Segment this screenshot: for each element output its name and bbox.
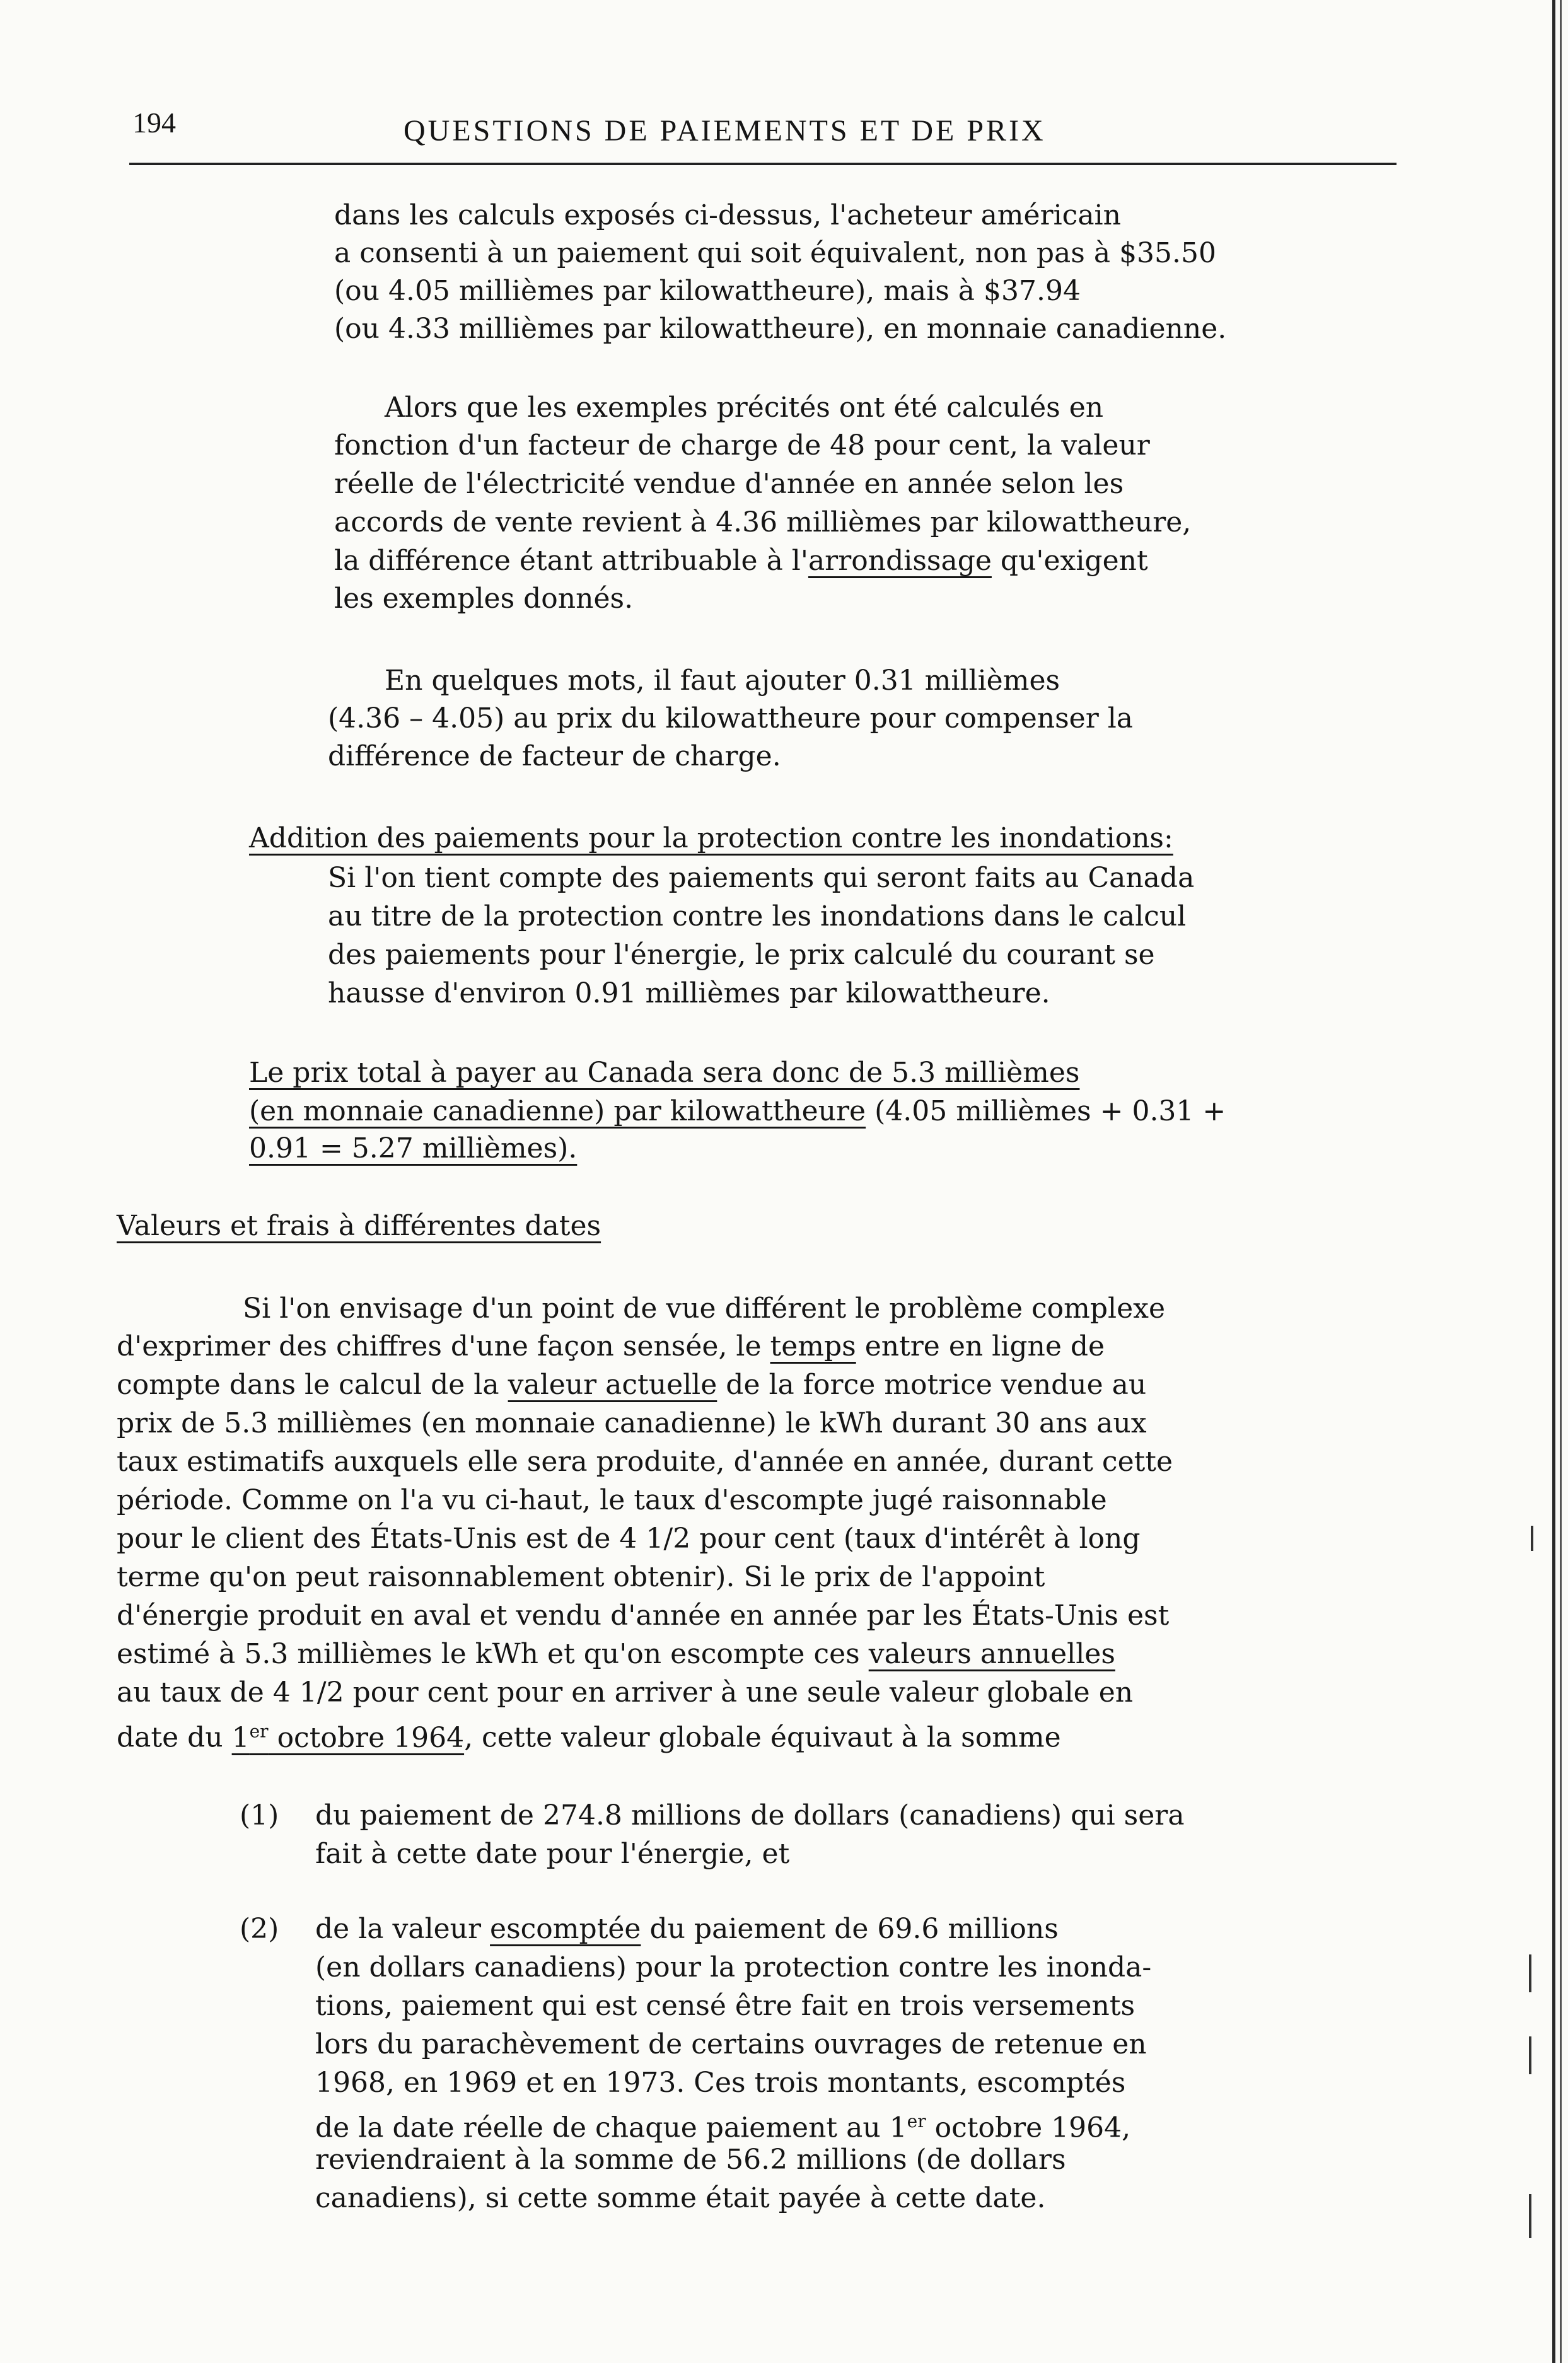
underlined-term: valeur actuelle (508, 1369, 717, 1401)
scan-edge-mark (1531, 1526, 1533, 1551)
list-item-number: (1) (240, 1799, 279, 1832)
text-line: de la date réelle de chaque paiement au 1er octobre 1964, (315, 2111, 1131, 2144)
text-line: (en dollars canadiens) pour la protection contre les inonda- (315, 1951, 1152, 1983)
text-line: pour le client des États-Unis est de 4 1/2 pour cent (taux d'intérêt à long (117, 1523, 1141, 1555)
scan-edge-mark (1529, 2194, 1531, 2238)
text-line: tions, paiement qui est censé être fait en trois versements (315, 1990, 1135, 2022)
underlined-date: 1er octobre 1964 (231, 1721, 465, 1754)
text-line: des paiements pour l'énergie, le prix calculé du courant se (328, 939, 1155, 971)
text-line: au taux de 4 1/2 pour cent pour en arriver à une seule valeur globale en (117, 1676, 1134, 1709)
underlined-term: valeurs annuelles (868, 1638, 1115, 1670)
page-number: 194 (132, 107, 176, 139)
text-line: prix de 5.3 millièmes (en monnaie canadienne) le kWh durant 30 ans aux (117, 1407, 1147, 1439)
text-line: Si l'on tient compte des paiements qui seront faits au Canada (328, 862, 1195, 894)
text-line: réelle de l'électricité vendue d'année en année selon les (334, 468, 1124, 500)
text-line: la différence étant attribuable à l'arrondissage qu'exigent (334, 545, 1148, 577)
text-line: date du 1er octobre 1964, cette valeur globale équivaut à la somme (117, 1721, 1061, 1754)
text-line: canadiens), si cette somme était payée à cette date. (315, 2182, 1046, 2214)
underlined-term: arrondissage (808, 545, 992, 577)
text-line: au titre de la protection contre les inondations dans le calcul (328, 900, 1187, 932)
text-line: (ou 4.33 millièmes par kilowattheure), en monnaie canadienne. (334, 313, 1227, 345)
text-line: compte dans le calcul de la valeur actuelle de la force motrice vendue au (117, 1369, 1147, 1401)
text-line: Alors que les exemples précités ont été calculés en (385, 392, 1104, 424)
text-line: fait à cette date pour l'énergie, et (315, 1838, 790, 1870)
text-line: En quelques mots, il faut ajouter 0.31 millièmes (385, 665, 1060, 697)
text-line: accords de vente revient à 4.36 millièmes par kilowattheure, (334, 506, 1192, 538)
text-line: (en monnaie canadienne) par kilowattheure (4.05 millièmes + 0.31 + (249, 1095, 1226, 1127)
text-line: Si l'on envisage d'un point de vue différent le problème complexe (243, 1292, 1165, 1325)
text-line: (4.36 – 4.05) au prix du kilowattheure pour compenser la (328, 702, 1134, 734)
header-rule (129, 163, 1397, 165)
text-line: différence de facteur de charge. (328, 740, 781, 772)
text-line: d'énergie produit en aval et vendu d'année en année par les États-Unis est (117, 1600, 1170, 1632)
scan-edge-mark (1529, 1954, 1531, 1992)
text-line: 1968, en 1969 et en 1973. Ces trois montants, escomptés (315, 2067, 1126, 2099)
text-line: d'exprimer des chiffres d'une façon sensée, le temps entre en ligne de (117, 1330, 1105, 1362)
text-line: a consenti à un paiement qui soit équivalent, non pas à $35.50 (334, 237, 1217, 269)
text-line: du paiement de 274.8 millions de dollars (canadiens) qui sera (315, 1799, 1185, 1832)
text-line: terme qu'on peut raisonnablement obtenir). Si le prix de l'appoint (117, 1561, 1045, 1593)
text-line: taux estimatifs auxquels elle sera produite, d'année en année, durant cette (117, 1446, 1173, 1478)
text-line: de la valeur escomptée du paiement de 69.6 millions (315, 1913, 1059, 1945)
text-line: fonction d'un facteur de charge de 48 pour cent, la valeur (334, 429, 1150, 462)
text-line: lors du parachèvement de certains ouvrages de retenue en (315, 2028, 1147, 2060)
list-item-number: (2) (240, 1913, 279, 1945)
text-line: hausse d'environ 0.91 millièmes par kilowattheure. (328, 977, 1050, 1009)
text-line: dans les calculs exposés ci-dessus, l'acheteur américain (334, 199, 1121, 231)
text-line: 0.91 = 5.27 millièmes). (249, 1132, 578, 1164)
text-line: Le prix total à payer au Canada sera donc de 5.3 millièmes (249, 1057, 1080, 1089)
section-heading: Valeurs et frais à différentes dates (117, 1210, 601, 1242)
text-line: période. Comme on l'a vu ci-haut, le taux d'escompte jugé raisonnable (117, 1484, 1107, 1516)
scan-edge-mark (1529, 2036, 1531, 2074)
underlined-term: (en monnaie canadienne) par kilowattheure (249, 1095, 866, 1127)
subheading-flood-protection: Addition des paiements pour la protection contre les inondations: (249, 822, 1173, 854)
text-line: estimé à 5.3 millièmes le kWh et qu'on escompte ces valeurs annuelles (117, 1638, 1115, 1670)
text-line: reviendraient à la somme de 56.2 millions (de dollars (315, 2144, 1066, 2176)
scan-edge-line (1552, 0, 1555, 2363)
underlined-term: temps (770, 1330, 856, 1362)
underlined-term: escomptée (490, 1913, 641, 1945)
running-title: QUESTIONS DE PAIEMENTS ET DE PRIX (404, 114, 1046, 148)
text-line: les exemples donnés. (334, 583, 634, 615)
scan-edge-line (1560, 0, 1562, 2363)
text-line: (ou 4.05 millièmes par kilowattheure), mais à $37.94 (334, 275, 1081, 307)
